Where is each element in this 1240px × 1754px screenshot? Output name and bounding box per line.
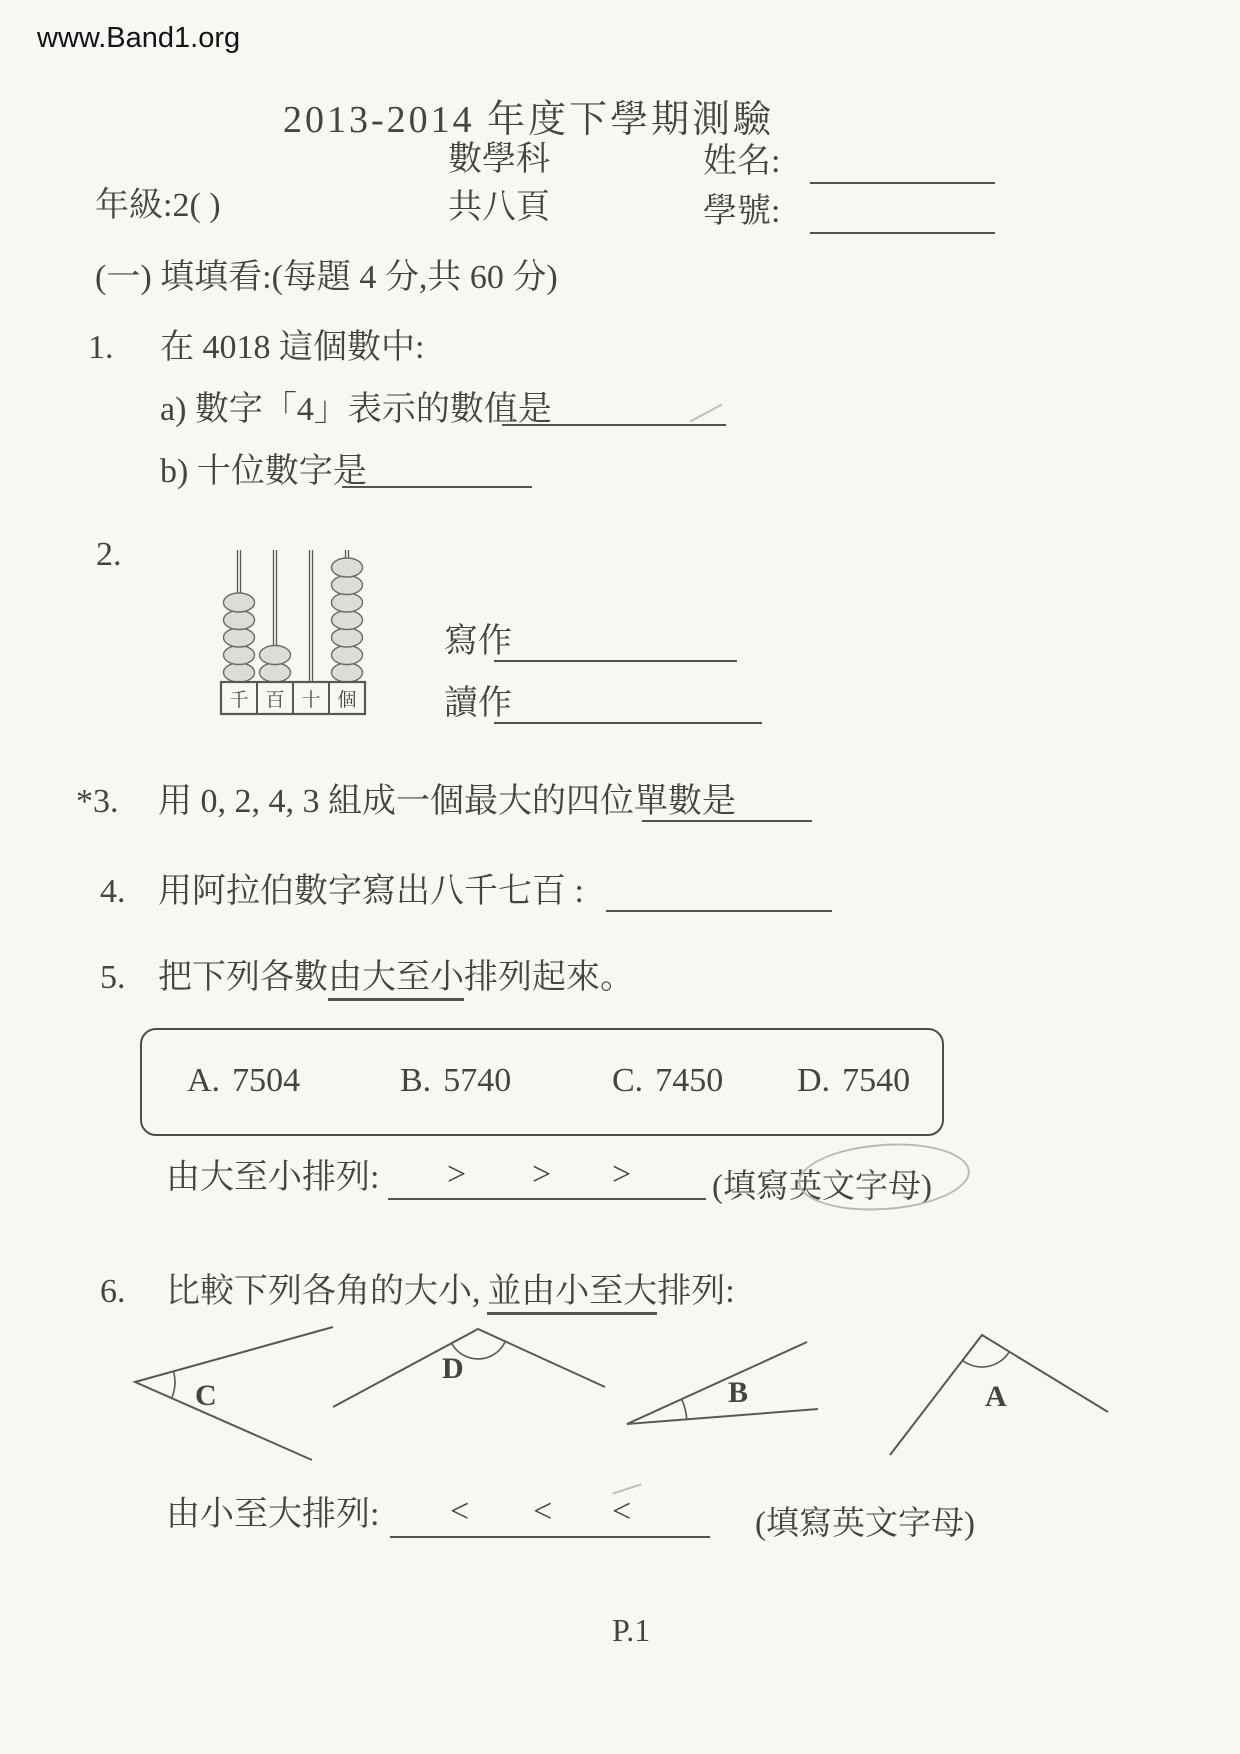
angle-label-d: D bbox=[442, 1352, 464, 1385]
page-title: 2013-2014 年度下學期測驗 bbox=[283, 99, 775, 141]
option-d bbox=[797, 1062, 910, 1100]
pencil-slash-annotation bbox=[690, 404, 723, 423]
option-c-label: C. bbox=[612, 1062, 644, 1099]
option-a-label: A. bbox=[187, 1062, 221, 1099]
question-2-number: 2. bbox=[96, 536, 122, 573]
option-b-label: B. bbox=[400, 1062, 432, 1099]
angle-label-a: A bbox=[985, 1380, 1007, 1413]
question-1a-label: a) 數字「4」表示的數值是 bbox=[160, 391, 552, 428]
student-no-blank-line bbox=[810, 232, 995, 234]
less-than-sign: < bbox=[612, 1493, 632, 1530]
descending-order-label: 由大至小排列: bbox=[166, 1159, 380, 1196]
student-no-label: 學號: bbox=[703, 193, 781, 230]
option-c-value: 7450 bbox=[655, 1062, 724, 1099]
option-a-value: 7504 bbox=[232, 1062, 301, 1099]
subject-label: 數學科 bbox=[448, 141, 550, 178]
question-6-text-suffix: 排列: bbox=[657, 1273, 735, 1310]
question-6-text-prefix: 比較下列各角的大小, bbox=[166, 1273, 481, 1310]
question-6-number: 6. bbox=[100, 1273, 126, 1310]
question-1-number: 1. bbox=[88, 329, 114, 366]
question-5-text-prefix: 把下列各數 bbox=[158, 959, 328, 996]
ascending-answer-blank-line bbox=[390, 1536, 710, 1538]
question-1a-blank-line bbox=[502, 424, 726, 426]
fill-letters-hint: (填寫英文字母) bbox=[755, 1506, 975, 1542]
question-5-number: 5. bbox=[100, 959, 126, 996]
abacus-column-label: 十 bbox=[301, 690, 321, 711]
class-label: 年級:2( ) bbox=[95, 187, 221, 224]
option-b bbox=[400, 1062, 511, 1100]
less-than-sign: < bbox=[450, 1493, 470, 1530]
option-b-value: 5740 bbox=[443, 1062, 512, 1099]
read-as-label: 讀作 bbox=[444, 685, 512, 722]
question-5-text-suffix: 排列起來。 bbox=[464, 959, 634, 996]
question-5-text bbox=[158, 958, 634, 997]
abacus-beads bbox=[224, 558, 363, 682]
section-heading: (一) 填填看:(每題 4 分,共 60 分) bbox=[95, 259, 558, 296]
fill-letters-hint: (填寫英文字母) bbox=[712, 1169, 932, 1205]
question-3-blank-line bbox=[642, 820, 812, 822]
pages-count-label: 共八頁 bbox=[448, 189, 550, 226]
angle-label-c: C bbox=[195, 1379, 217, 1412]
name-label: 姓名: bbox=[703, 143, 781, 180]
less-than-sign: < bbox=[533, 1493, 553, 1530]
option-a bbox=[187, 1062, 300, 1100]
angle-label-b: B bbox=[728, 1376, 749, 1409]
option-d-label: D. bbox=[797, 1062, 831, 1099]
option-d-value: 7540 bbox=[842, 1062, 911, 1099]
option-c bbox=[612, 1062, 723, 1100]
greater-than-sign: > bbox=[532, 1156, 552, 1193]
ascending-order-label: 由小至大排列: bbox=[166, 1496, 380, 1533]
descending-answer-blank-line bbox=[388, 1198, 706, 1200]
question-4-text: 用阿拉伯數字寫出八千七百 : bbox=[158, 873, 584, 910]
greater-than-sign: > bbox=[447, 1156, 467, 1193]
question-3-number: *3. bbox=[76, 783, 119, 820]
name-blank-line bbox=[810, 182, 995, 184]
question-6-text-underlined: 並由小至大 bbox=[487, 1273, 657, 1315]
question-5-text-underlined: 由大至小 bbox=[328, 959, 464, 1001]
question-3-text: 用 0, 2, 4, 3 組成一個最大的四位單數是 bbox=[158, 783, 736, 820]
abacus-figure bbox=[212, 548, 376, 720]
question-4-number: 4. bbox=[100, 873, 126, 910]
greater-than-sign: > bbox=[612, 1156, 632, 1193]
question-1b-label: b) 十位數字是 bbox=[160, 453, 367, 490]
question-6-text bbox=[166, 1272, 735, 1311]
write-as-label: 寫作 bbox=[444, 623, 512, 660]
write-as-blank-line bbox=[494, 660, 737, 662]
question-4-blank-line bbox=[606, 910, 832, 912]
angles-figure bbox=[100, 1322, 1140, 1507]
abacus-column-label: 個 bbox=[337, 690, 357, 711]
abacus-column-label: 千 bbox=[229, 690, 249, 711]
abacus-column-label: 百 bbox=[265, 690, 285, 711]
page-number: P.1 bbox=[612, 1612, 651, 1648]
options-box bbox=[140, 1028, 944, 1136]
read-as-blank-line bbox=[494, 722, 762, 724]
watermark: www.Band1.org bbox=[37, 22, 241, 54]
question-1b-blank-line bbox=[342, 486, 532, 488]
question-1-text: 在 4018 這個數中: bbox=[160, 329, 425, 366]
